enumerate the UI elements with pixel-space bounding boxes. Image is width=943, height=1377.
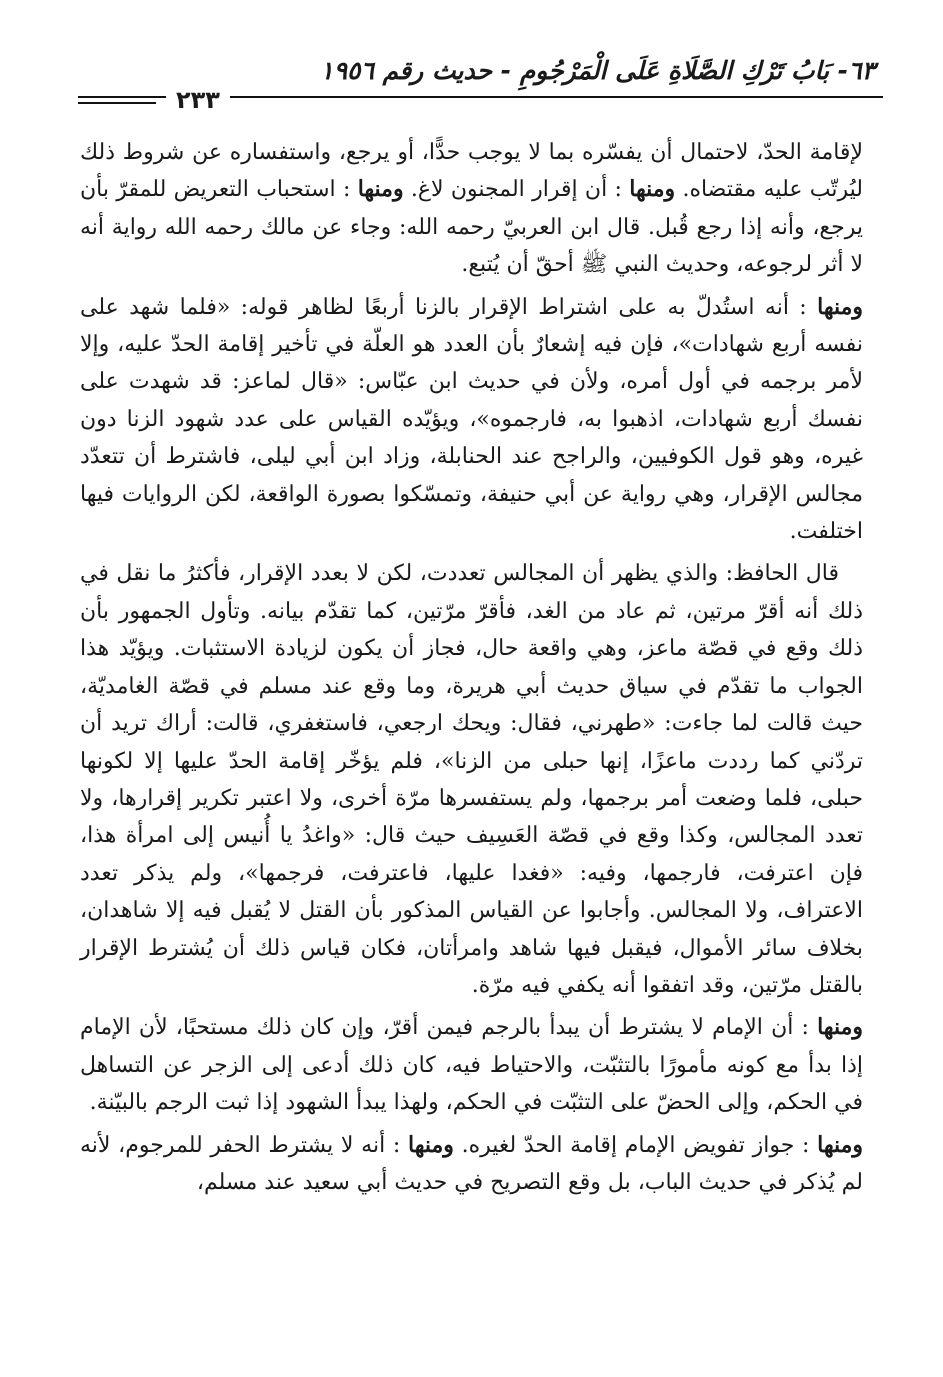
text-run: ومنها (817, 1131, 863, 1158)
paragraph-4 (80, 1009, 863, 1121)
text-run: ومنها (817, 293, 863, 320)
text-run: : استحباب التعريض للمقرّ بأن يرجع، وأنه إذا رجع قُبل. قال ابن العربيّ رحمه الله: وجاء عن مالك رحمه الله رواية أنه لا أثر لرجوعه، وحديث النبي ﷺ أحقّ أن يُتبع. (80, 177, 863, 278)
body-text (80, 134, 863, 1206)
text-run: ومنها (408, 1131, 454, 1158)
page-number: ٢٣٣ (166, 86, 230, 114)
paragraph-5 (80, 1127, 863, 1202)
text-run: ومنها (629, 176, 676, 203)
paragraph-1 (80, 134, 863, 284)
page-header (78, 56, 883, 116)
text-run: : أنه لا يشترط الحفر للمرجوم، لأنه لم يُذكر في حديث الباب، بل وقع التصريح في حديث أبي سعيد عند مسلم، (80, 1132, 863, 1195)
text-run: ومنها (357, 176, 404, 203)
chapter-title: ٦٣- بَابُ تَرْكِ الصَّلَاةِ عَلَى الْمَرْجُومِ - حديث رقم ١٩٥٦ (320, 56, 875, 85)
paragraph-2 (80, 289, 863, 551)
text-run: لإقامة الحدّ، لاحتمال أن يفسّره بما لا يوجب حدًّا، أو يرجع، واستفساره عن شروط ذلك ليُرتّب عليه مقتضاه. (80, 140, 863, 203)
header-rule-thin (78, 102, 156, 104)
text-run: قال الحافظ: والذي يظهر أن المجالس تعددت، لكن لا بعدد الإقرار، فأكثرُ ما نقل في ذلك أنه أقرّ مرتين، ثم عاد من الغد، فأقرّ مرّتين، كما تقدّم بيانه. وتأول الجمهور بأن ذلك وقع في قصّة ماعز، وهي واقعة حال، فجاز أن يكون لزيادة الاستثبات. ويؤيّد هذا الجواب ما تقدّم في سياق حديث أبي هريرة، وما وقع عند مسلم في قصّة الغامديّة، حيث قالت لما جاءت: «طهرني، فقال: ويحك ارجعي، فاستغفري، قالت: أراك تريد أن تردّني كما رددت ماعزًا، إنها حبلى من الزنا»، فلم يؤخّر إقامة الحدّ عليها إلا لكونها حبلى، فلما وضعت أمر برجمها، ولم يستفسرها مرّة أخرى، ولا اعتبر تكرير إقرارها، ولا تعدد المجالس، وكذا وقع في قصّة العَسِيف حيث قال: «واغدُ يا أُنيس إلى امرأة هذا، فإن اعترفت، فارجمها، وفيه: «فغدا عليها، فاعترفت، فرجمها»، ولم يذكر تعدد الاعتراف، ولا المجالس. وأجابوا عن القياس المذكور بأن القتل لا يُقبل فيه إلا شاهدان، بخلاف سائر الأموال، فيقبل فيها شاهد وامرأتان، فكان قياس ذلك أن يُشترط الإقرار بالقتل مرّتين، وقد اتفقوا أنه يكفي فيه مرّة. (80, 561, 864, 998)
text-run: : أنه استُدلّ به على اشتراط الإقرار بالزنا أربعًا لظاهر قوله: «فلما شهد على نفسه أربع شهادات»، فإن فيه إشعارٌ بأن العدد هو العلّة في تأخير إقامة الحدّ عليه، وإلا لأمر برجمه في أول أمره، ولأن في حديث ابن عبّاس: «قال لماعز: قد شهدت على نفسك أربع شهادات، اذهبوا به، فارجموه»، ويؤيّده القياس على عدد شهود الزنا دون غيره، وهو قول الكوفيين، والراجح عند الحنابلة، وزاد ابن أبي ليلى، فاشترط أن تتعدّد مجالس الإقرار، وهي رواية عن أبي حنيفة، وتمسّكوا بصورة الواقعة، لكن الروايات فيها اختلفت. (80, 294, 863, 545)
text-run: : أن إقرار المجنون لاغ. (403, 177, 622, 203)
paragraph-3 (80, 555, 863, 1004)
text-run: ومنها (817, 1014, 863, 1041)
text-run: : جواز تفويض الإمام إقامة الحدّ لغيره. (453, 1132, 810, 1158)
text-run: : أن الإمام لا يشترط أن يبدأ بالرجم فيمن أقرّ، وإن كان ذلك مستحبًا، لأن الإمام إذا بدأ مع كونه مأمورًا بالتثبّت، والاحتياط فيه، كان ذلك أدعى إلى الزجر عن التساهل في الحكم، وإلى الحضّ على التثبّت في الحكم، ولهذا يبدأ الشهود إذا ثبت الرجم بالبيّنة. (80, 1015, 863, 1116)
